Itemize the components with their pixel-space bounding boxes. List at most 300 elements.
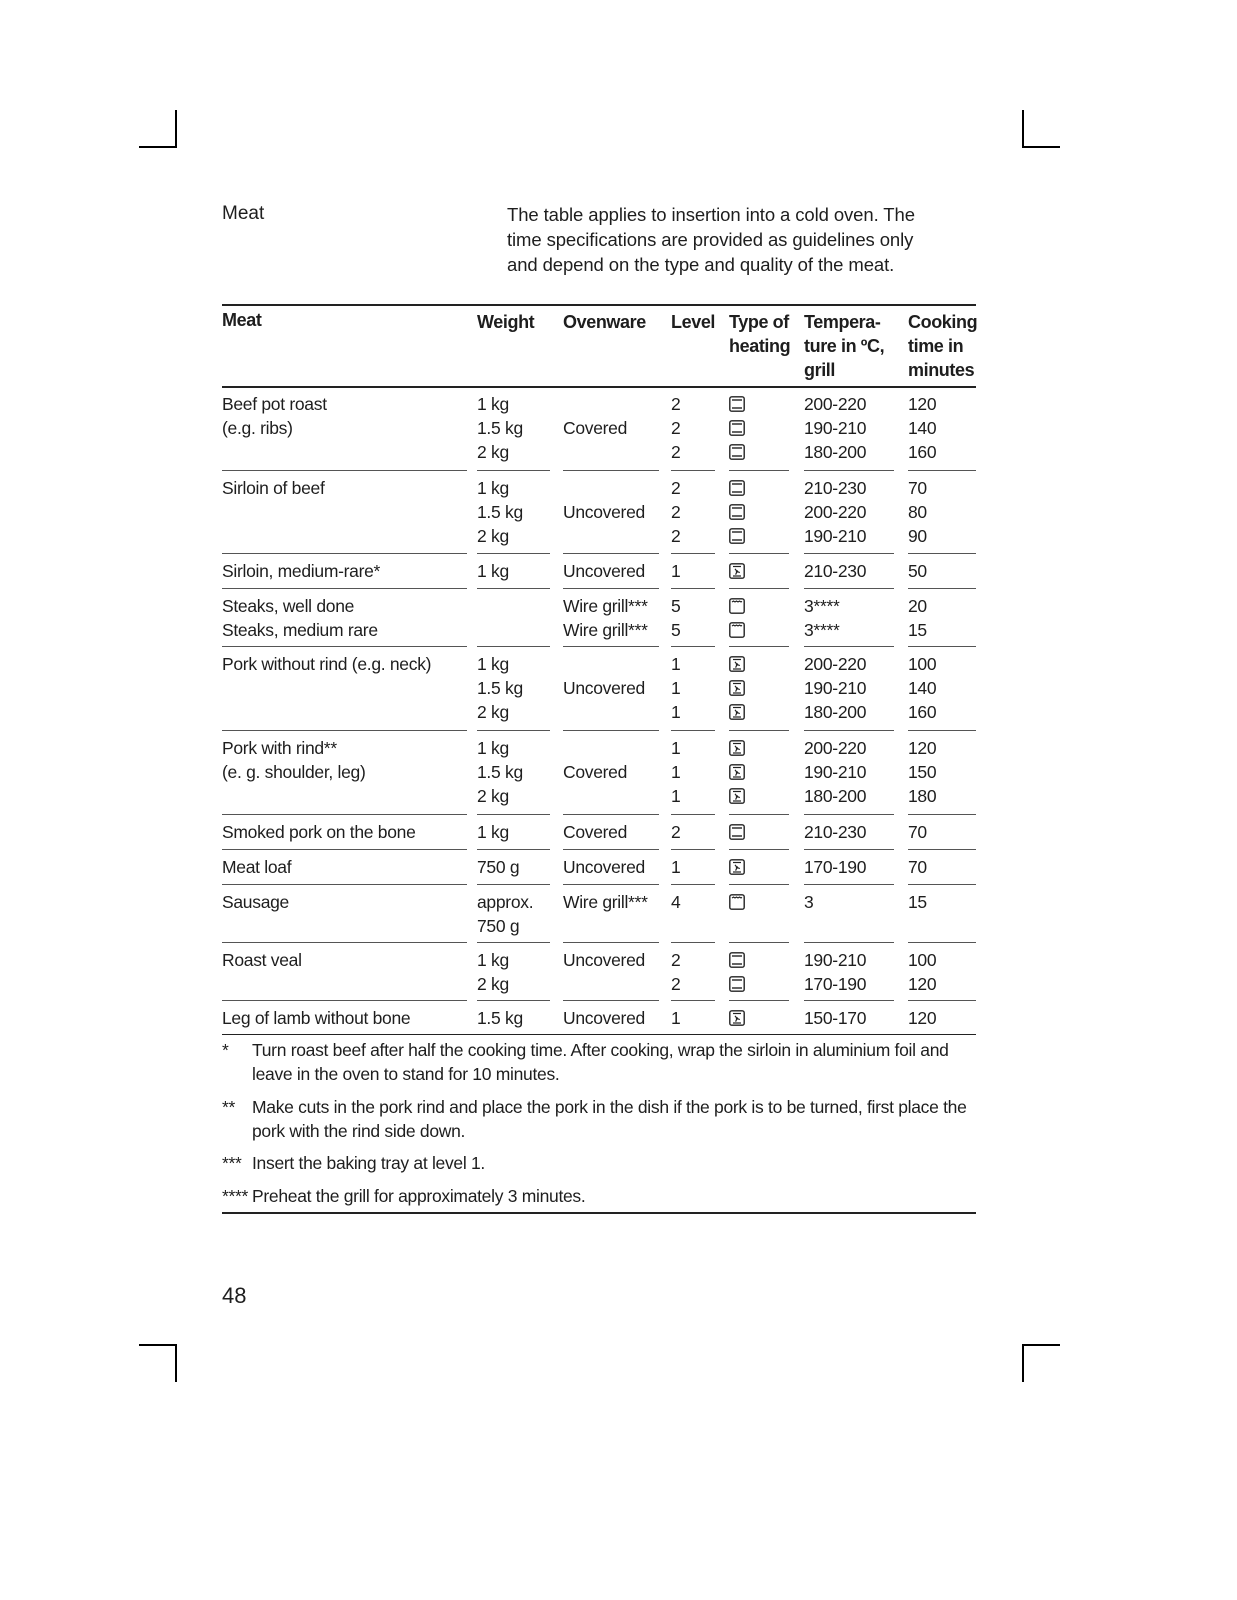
cell-line: 1 <box>671 762 681 782</box>
hot-air-icon <box>729 859 745 875</box>
cell-meat <box>222 820 416 844</box>
row-separator <box>729 814 789 815</box>
row-separator <box>908 470 976 471</box>
row-separator <box>908 730 976 731</box>
cell-line: 190-210 <box>804 950 867 970</box>
row-separator <box>671 1000 715 1001</box>
cell-line: 140 <box>908 418 937 438</box>
intro-line: time specifications are provided as guidelines only <box>507 229 914 250</box>
row-separator <box>908 646 976 647</box>
cell-line: 80 <box>908 502 927 522</box>
row-separator <box>477 849 550 850</box>
cell-line: Uncovered <box>563 950 645 970</box>
cell-line: 1 kg <box>477 478 509 498</box>
hot-air-icon <box>729 788 745 804</box>
row-separator <box>804 730 894 731</box>
row-separator <box>804 553 894 554</box>
cell-line: 200-220 <box>804 654 867 674</box>
footnote-line: Turn roast beef after half the cooking time. After cooking, wrap the sirloin in aluminium foil and <box>252 1040 949 1060</box>
row-separator <box>563 646 659 647</box>
cell-line: 210-230 <box>804 561 867 581</box>
row-separator <box>804 588 894 589</box>
row-separator <box>477 588 550 589</box>
header-heating: Type of heating <box>729 312 791 356</box>
row-separator <box>222 730 467 731</box>
cell-line: 1.5 kg <box>477 1008 523 1028</box>
cell-time <box>908 890 927 914</box>
cell-line: 190-210 <box>804 418 867 438</box>
cell-line: Beef pot roast <box>222 394 327 414</box>
row-separator <box>671 814 715 815</box>
cell-line: 2 <box>671 526 681 546</box>
cell-line: (e.g. ribs) <box>222 418 293 438</box>
cell-line: 2 kg <box>477 974 509 994</box>
cell-temperature <box>804 736 866 808</box>
cell-time <box>908 559 927 583</box>
cell-line: 15 <box>908 892 927 912</box>
cell-line: Uncovered <box>563 1008 645 1028</box>
cell-line: 1 <box>671 654 681 674</box>
cell-line: 1 kg <box>477 950 509 970</box>
hot-air-icon <box>729 704 745 720</box>
cell-line: 50 <box>908 561 927 581</box>
cell-line: 1 kg <box>477 561 509 581</box>
row-separator <box>729 884 789 885</box>
cell-line: 1 kg <box>477 738 509 758</box>
top-bottom-heat-icon <box>729 480 745 496</box>
cell-line: 20 <box>908 596 927 616</box>
cell-line: 1 <box>671 702 681 722</box>
grill-icon <box>729 622 745 638</box>
row-separator <box>804 814 894 815</box>
cell-line: Wire grill*** <box>563 892 648 912</box>
cell-temperature <box>804 652 866 724</box>
cell-temperature <box>804 476 866 548</box>
footnote-line: Make cuts in the pork rind and place the pork in the dish if the pork is to be turned, first place the <box>252 1097 967 1117</box>
cell-weight <box>477 559 509 583</box>
row-separator <box>671 646 715 647</box>
row-separator <box>477 814 550 815</box>
cell-time <box>908 652 936 724</box>
cell-meat <box>222 855 291 879</box>
cell-line: 90 <box>908 526 927 546</box>
cell-level <box>671 890 680 914</box>
row-separator <box>729 470 789 471</box>
cell-line: 180-200 <box>804 786 867 806</box>
cell-line: Sirloin of beef <box>222 478 325 498</box>
cell-line: 2 kg <box>477 702 509 722</box>
footnotes-bottom-rule <box>222 1212 976 1214</box>
row-separator <box>222 884 467 885</box>
cell-line: 15 <box>908 620 927 640</box>
cell-line: (e. g. shoulder, leg) <box>222 762 366 782</box>
row-separator <box>563 588 659 589</box>
cell-ovenware <box>563 855 645 879</box>
cell-ovenware <box>563 676 645 700</box>
row-separator <box>729 1000 789 1001</box>
grill-icon <box>729 598 745 614</box>
cell-line: 180-200 <box>804 702 867 722</box>
table-top-rule <box>222 304 976 306</box>
cell-level <box>671 948 680 996</box>
footnote-line: Preheat the grill for approximately 3 minutes. <box>252 1186 586 1206</box>
cell-line: 70 <box>908 822 927 842</box>
cell-line: 150-170 <box>804 1008 867 1028</box>
cell-line: 750 g <box>477 857 520 877</box>
hot-air-icon <box>729 680 745 696</box>
cell-ovenware <box>563 594 648 642</box>
row-separator <box>222 849 467 850</box>
footnote-line: pork with the rind side down. <box>252 1121 466 1141</box>
cell-temperature <box>804 392 866 464</box>
cell-time <box>908 1006 936 1030</box>
header-temperature: Tempera- ture in ºC, grill <box>804 312 885 380</box>
cell-line: 1 <box>671 1008 681 1028</box>
cell-line: 5 <box>671 596 681 616</box>
cell-line: 5 <box>671 620 681 640</box>
row-separator <box>908 849 976 850</box>
top-bottom-heat-icon <box>729 976 745 992</box>
cell-level <box>671 855 680 879</box>
cell-line: Covered <box>563 822 628 842</box>
footnote <box>222 1095 982 1143</box>
cell-line: 3 <box>804 892 814 912</box>
cell-time <box>908 392 936 464</box>
cell-ovenware <box>563 559 645 583</box>
crop-mark-bottom-left-h <box>139 1344 177 1346</box>
cell-line: 1 kg <box>477 394 509 414</box>
cell-line: 150 <box>908 762 937 782</box>
cell-ovenware <box>563 500 645 524</box>
cell-level <box>671 736 680 808</box>
cell-line: 1 kg <box>477 654 509 674</box>
footnote <box>222 1038 982 1086</box>
cell-line: Sausage <box>222 892 289 912</box>
top-bottom-heat-icon <box>729 504 745 520</box>
row-separator <box>908 553 976 554</box>
section-title: Meat <box>222 203 265 224</box>
row-separator <box>908 942 976 943</box>
intro-line: and depend on the type and quality of the meat. <box>507 254 895 275</box>
header-ovenware: Ovenware <box>563 312 646 332</box>
footnote-mark: *** <box>222 1153 242 1173</box>
cell-line: 2 <box>671 974 681 994</box>
cell-line: 210-230 <box>804 478 867 498</box>
cell-meat <box>222 948 302 972</box>
row-separator <box>671 942 715 943</box>
cell-line: 1.5 kg <box>477 762 523 782</box>
cell-line: 1.5 kg <box>477 678 523 698</box>
cell-level <box>671 820 680 844</box>
cell-line: 160 <box>908 702 937 722</box>
row-separator <box>908 1000 976 1001</box>
row-separator <box>477 470 550 471</box>
cell-ovenware <box>563 820 627 844</box>
top-bottom-heat-icon <box>729 444 745 460</box>
cell-line: Uncovered <box>563 857 645 877</box>
row-separator <box>222 942 467 943</box>
cell-line: Sirloin, medium-rare* <box>222 561 381 581</box>
cell-line: 2 kg <box>477 526 509 546</box>
cell-line: 170-190 <box>804 974 867 994</box>
cell-line: 3**** <box>804 596 840 616</box>
cell-weight <box>477 476 523 548</box>
cell-line: Pork with rind** <box>222 738 337 758</box>
cell-line: 3**** <box>804 620 840 640</box>
cell-line: Leg of lamb without bone <box>222 1008 411 1028</box>
row-separator <box>729 588 789 589</box>
table-header-rule <box>222 386 976 388</box>
row-separator <box>222 553 467 554</box>
crop-mark-bottom-right-h <box>1022 1344 1060 1346</box>
cell-weight <box>477 652 523 724</box>
cell-temperature <box>804 948 866 996</box>
cell-ovenware <box>563 416 627 440</box>
cell-time <box>908 594 927 642</box>
cell-line: 1 <box>671 678 681 698</box>
row-separator <box>477 884 550 885</box>
row-separator <box>908 814 976 815</box>
row-separator <box>729 942 789 943</box>
cell-meat <box>222 594 378 642</box>
crop-mark-top-left-v <box>175 110 177 148</box>
cell-line: Uncovered <box>563 561 645 581</box>
cell-ovenware <box>563 948 645 972</box>
cell-line: Meat loaf <box>222 857 292 877</box>
hot-air-icon <box>729 563 745 579</box>
row-separator <box>477 1000 550 1001</box>
cell-line: Smoked pork on the bone <box>222 822 416 842</box>
row-separator <box>804 646 894 647</box>
hot-air-icon <box>729 740 745 756</box>
crop-mark-top-right-v <box>1022 110 1024 148</box>
cell-line: 70 <box>908 478 927 498</box>
cell-temperature <box>804 1006 866 1030</box>
cell-line: 1.5 kg <box>477 502 523 522</box>
cell-line: 1 <box>671 738 681 758</box>
cell-line: 190-210 <box>804 526 867 546</box>
cell-meat <box>222 736 366 784</box>
grill-icon <box>729 894 745 910</box>
cell-line: 2 <box>671 822 681 842</box>
cell-meat <box>222 890 289 914</box>
row-separator <box>804 942 894 943</box>
row-separator <box>563 1000 659 1001</box>
cell-line: 100 <box>908 654 937 674</box>
row-separator <box>222 588 467 589</box>
cell-temperature <box>804 855 866 879</box>
row-separator <box>563 814 659 815</box>
cell-line: 1 <box>671 857 681 877</box>
cell-line: 140 <box>908 678 937 698</box>
cell-weight <box>477 736 523 808</box>
cell-line: Covered <box>563 418 628 438</box>
row-separator <box>222 470 467 471</box>
crop-mark-bottom-right-v <box>1022 1344 1024 1382</box>
cell-meat <box>222 476 325 500</box>
cell-line: Covered <box>563 762 628 782</box>
cell-ovenware <box>563 760 627 784</box>
row-separator <box>671 470 715 471</box>
row-separator <box>671 588 715 589</box>
cell-level <box>671 559 680 583</box>
crop-mark-top-left-h <box>139 146 177 148</box>
row-separator <box>563 730 659 731</box>
cell-line: 210-230 <box>804 822 867 842</box>
cell-meat <box>222 652 431 676</box>
hot-air-icon <box>729 656 745 672</box>
intro-paragraph <box>507 202 967 277</box>
row-separator <box>908 884 976 885</box>
cell-line: Wire grill*** <box>563 596 648 616</box>
row-separator <box>908 588 976 589</box>
top-bottom-heat-icon <box>729 952 745 968</box>
cell-ovenware <box>563 1006 645 1030</box>
cell-line: 1.5 kg <box>477 418 523 438</box>
top-bottom-heat-icon <box>729 396 745 412</box>
row-separator <box>729 849 789 850</box>
cell-weight <box>477 890 533 938</box>
cell-weight <box>477 948 509 996</box>
cell-line: 2 <box>671 502 681 522</box>
cell-weight <box>477 1006 523 1030</box>
cell-level <box>671 392 680 464</box>
cell-line: 120 <box>908 974 937 994</box>
row-separator <box>222 1000 467 1001</box>
cell-line: 2 <box>671 478 681 498</box>
hot-air-icon <box>729 1010 745 1026</box>
cell-line: Pork without rind (e.g. neck) <box>222 654 432 674</box>
cell-meat <box>222 1006 410 1030</box>
cell-line: 120 <box>908 738 937 758</box>
footnote-mark: ** <box>222 1097 236 1117</box>
cell-line: 200-220 <box>804 738 867 758</box>
cell-time <box>908 855 927 879</box>
row-separator <box>729 553 789 554</box>
crop-mark-top-right-h <box>1022 146 1060 148</box>
cell-line: 180-200 <box>804 442 867 462</box>
cell-line: 120 <box>908 1008 937 1028</box>
cell-temperature <box>804 594 839 642</box>
cell-meat <box>222 392 327 440</box>
cell-weight <box>477 820 509 844</box>
cell-line: Roast veal <box>222 950 302 970</box>
cell-line: 1 kg <box>477 822 509 842</box>
cell-time <box>908 736 936 808</box>
cell-line: 4 <box>671 892 681 912</box>
row-separator <box>563 553 659 554</box>
cell-line: 170-190 <box>804 857 867 877</box>
row-separator <box>477 942 550 943</box>
header-level: Level <box>671 312 716 332</box>
cell-line: Uncovered <box>563 502 645 522</box>
row-separator <box>563 849 659 850</box>
cell-line: 1 <box>671 561 681 581</box>
cell-time <box>908 476 927 548</box>
cell-line: Uncovered <box>563 678 645 698</box>
intro-line: The table applies to insertion into a cold oven. The <box>507 204 915 225</box>
row-separator <box>729 646 789 647</box>
row-separator <box>671 884 715 885</box>
cell-level <box>671 594 680 642</box>
cell-line: Steaks, medium rare <box>222 620 378 640</box>
row-separator <box>477 730 550 731</box>
footnote <box>222 1151 982 1175</box>
cell-temperature <box>804 559 866 583</box>
row-separator <box>671 553 715 554</box>
cell-level <box>671 652 680 724</box>
top-bottom-heat-icon <box>729 420 745 436</box>
cell-line: 100 <box>908 950 937 970</box>
row-separator <box>222 646 467 647</box>
page-number: 48 <box>222 1283 247 1308</box>
row-separator <box>671 730 715 731</box>
row-separator <box>477 646 550 647</box>
cell-temperature <box>804 820 866 844</box>
cell-line: 2 <box>671 394 681 414</box>
table-bottom-rule <box>222 1034 976 1035</box>
cell-line: 750 g <box>477 916 520 936</box>
footnote-line: leave in the oven to stand for 10 minutes. <box>252 1064 560 1084</box>
cell-line: 2 <box>671 950 681 970</box>
cell-line: 2 <box>671 442 681 462</box>
row-separator <box>563 884 659 885</box>
cell-line: 200-220 <box>804 502 867 522</box>
cell-line: 1 <box>671 786 681 806</box>
header-time: Cooking time in minutes <box>908 312 978 380</box>
cell-line: approx. <box>477 892 534 912</box>
row-separator <box>804 884 894 885</box>
cell-ovenware <box>563 890 648 914</box>
cell-level <box>671 1006 680 1030</box>
footnote-mark: **** <box>222 1186 249 1206</box>
row-separator <box>222 814 467 815</box>
row-separator <box>563 470 659 471</box>
cell-line: 200-220 <box>804 394 867 414</box>
cell-line: 190-210 <box>804 762 867 782</box>
row-separator <box>671 849 715 850</box>
row-separator <box>563 942 659 943</box>
cell-weight <box>477 855 519 879</box>
top-bottom-heat-icon <box>729 528 745 544</box>
hot-air-icon <box>729 764 745 780</box>
cell-temperature <box>804 890 813 914</box>
cell-level <box>671 476 680 548</box>
row-separator <box>804 849 894 850</box>
cell-line: 70 <box>908 857 927 877</box>
top-bottom-heat-icon <box>729 824 745 840</box>
cell-line: 2 kg <box>477 786 509 806</box>
cell-line: 2 kg <box>477 442 509 462</box>
cell-time <box>908 820 927 844</box>
cell-line: 2 <box>671 418 681 438</box>
crop-mark-bottom-left-v <box>175 1344 177 1382</box>
footnote-line: Insert the baking tray at level 1. <box>252 1153 485 1173</box>
cell-meat <box>222 559 380 583</box>
row-separator <box>804 470 894 471</box>
header-weight: Weight <box>477 312 535 332</box>
cell-line: 160 <box>908 442 937 462</box>
row-separator <box>804 1000 894 1001</box>
cell-line: 190-210 <box>804 678 867 698</box>
footnote <box>222 1184 982 1208</box>
cell-time <box>908 948 936 996</box>
cell-line: Steaks, well done <box>222 596 355 616</box>
cell-line: Wire grill*** <box>563 620 648 640</box>
header-meat: Meat <box>222 310 262 330</box>
cell-line: 180 <box>908 786 937 806</box>
footnote-mark: * <box>222 1040 229 1060</box>
